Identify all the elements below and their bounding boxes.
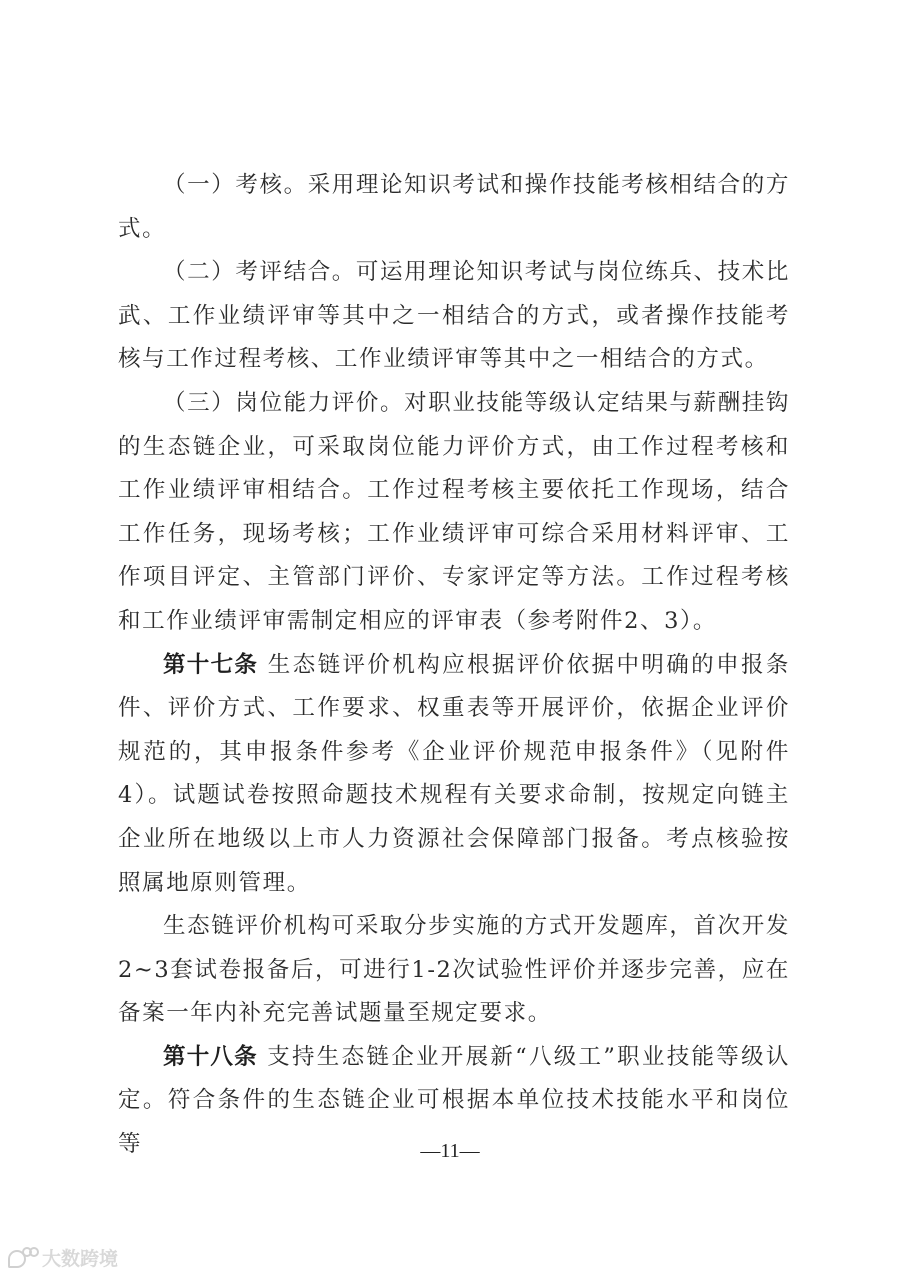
watermark <box>8 1244 118 1271</box>
paragraph-question-bank: 生态链评价机构可采取分步实施的方式开发题库，首次开发2~3套试卷报备后，可进行1-2次试验性评价并逐步完善，应在备案一年内补充完善试题量至规定要求。 <box>118 913 790 1027</box>
article-18-heading: 第十八条 <box>163 1043 258 1070</box>
page-number: —11— <box>420 1140 480 1162</box>
paragraph-position-ability: （三）岗位能力评价。对职业技能等级认定结果与薪酬挂钩的生态链企业，可采取岗位能力评价方式，由工作过程考核和工作业绩评审相结合。工作过程考核主要依托工作现场，结合工作任务，现场考核；工作业绩评审可综合采用材料评审、工作项目评定、主管部门评价、专家评定等方法。工作过程考核和工作业绩评审需制定相应的评审表（参考附件2、3）。 <box>118 389 790 634</box>
paragraph-combined-evaluation: （二）考评结合。可运用理论知识考试与岗位练兵、技术比武、工作业绩评审等其中之一相结合的方式，或者操作技能考核与工作过程考核、工作业绩评审等其中之一相结合的方式。 <box>118 259 790 373</box>
watermark-text: 大数跨境 <box>42 1248 119 1270</box>
document-page <box>118 164 790 1167</box>
paragraph-article-18: 第十八条 支持生态链企业开展新“八级工”职业技能等级认定。符合条件的生态链企业可根据本单位技术技能水平和岗位等 <box>118 1043 790 1158</box>
paragraph-assessment: （一）考核。采用理论知识考试和操作技能考核相结合的方式。 <box>118 172 790 242</box>
koo-logo-icon <box>8 1247 36 1269</box>
article-17-heading: 第十七条 <box>163 651 259 678</box>
paragraph-article-17: 第十七条 生态链评价机构应根据评价依据中明确的申报条件、评价方式、工作要求、权重表等开展评价，依据企业评价规范的，其申报条件参考《企业评价规范申报条件》（见附件4）。试题试卷按照命题技术规程有关要求命制，按规定向链主企业所在地级以上市人力资源社会保障部门报备。考点核验按照属地原则管理。 <box>118 651 790 896</box>
